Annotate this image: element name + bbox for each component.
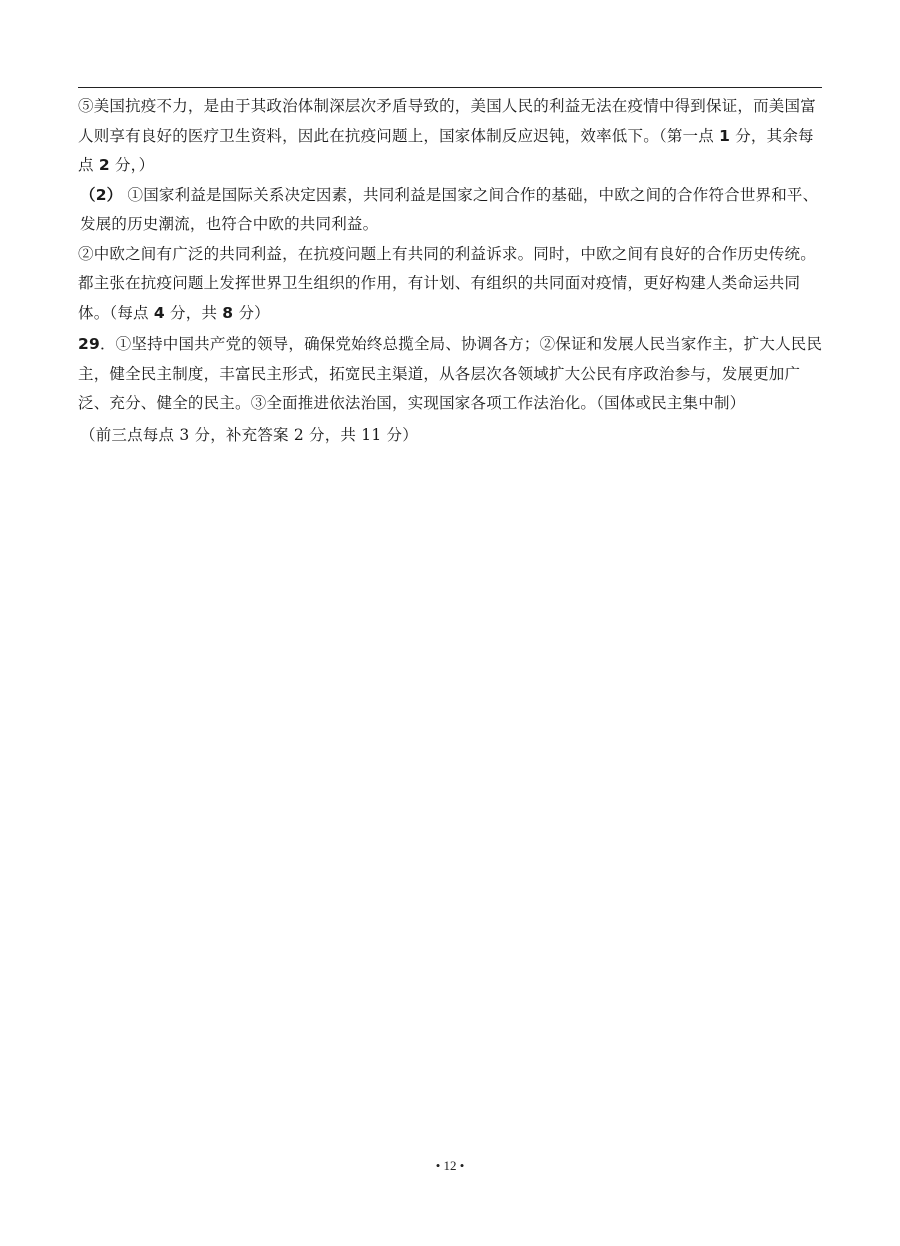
page-number: • 12 • [435, 1158, 465, 1173]
question-2-part-2 [78, 240, 824, 329]
question-29 [78, 330, 824, 419]
answer-point-5 [78, 92, 824, 181]
point-5-score-mid: 分，其余每点 [78, 126, 814, 174]
header-rule [78, 87, 822, 88]
question-29-score-note: （前三点每点 3 分，补充答案 2 分，共 11 分） [80, 425, 418, 444]
question-2-label: （2） [80, 185, 123, 204]
question-29-text: ．①坚持中国共产党的领导，确保党始终总揽全局、协调各方；②保证和发展人民当家作主，扩大人民民主，健全民主制度，丰富民主形式，拓宽民主渠道，从各层次各领域扩大公民有序政治参与，发展更加广泛、充分、健全的民主。③全面推进依法治国，实现国家各项工作法治化。（国体或民主集中制） [78, 335, 823, 412]
question-2-score-total: 8 [222, 303, 234, 322]
point-5-score-rest: 2 [98, 156, 110, 174]
question-29-number: 29 [78, 335, 100, 353]
question-2-score-each: 4 [153, 303, 165, 322]
point-5-text: ⑤美国抗疫不力，是由于其政治体制深层次矛盾导致的，美国人民的利益无法在疫情中得到保证，而美国富人则享有良好的医疗卫生资料，因此在抗疫问题上，国家体制反应迟钝，效率低下。（第一点 [78, 97, 816, 145]
question-2-score-mid: 分，共 [170, 303, 218, 322]
point-5-score-first: 1 [719, 126, 731, 145]
question-2-point-1-text: ①国家利益是国际关系决定因素，共同利益是国家之间合作的基础，中欧之间的合作符合世界和平、发展的历史潮流，也符合中欧的共同利益。 [80, 185, 819, 233]
point-5-score-end: 分，） [114, 156, 155, 174]
answer-content [78, 92, 824, 450]
question-2-point-2-text: ②中欧之间有广泛的共同利益，在抗疫问题上有共同的利益诉求。同时，中欧之间有良好的合作历史传统。都主张在抗疫问题上发挥世界卫生组织的作用，有计划、有组织的共同面对疫情，更好构建人类命运共同体。（每点 [78, 244, 816, 322]
question-2-part-1 [78, 181, 824, 240]
question-2-score-end: 分） [238, 303, 270, 322]
